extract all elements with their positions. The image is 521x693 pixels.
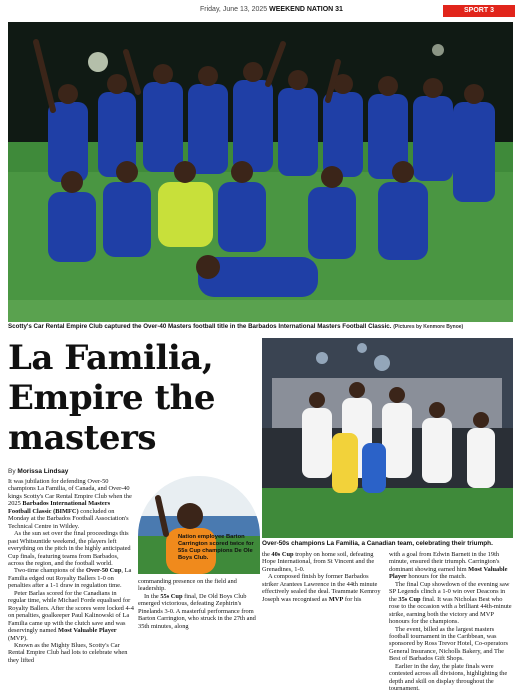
- portrait-caption: Nation employee Barton Carrington scored twice for 55s Cup champions De Ole Boys Club.: [178, 534, 254, 561]
- text-run: trophy on home soil, defeating Hope International, from St Vincent and the Grenadines, 1-0.: [262, 551, 375, 573]
- article-paragraph: [8, 590, 134, 642]
- article-column-3: [262, 551, 384, 603]
- team-photo-caption: Scotty's Car Rental Empire Club captured the Over-40 Masters football title in the Barbados International Masters Football Classic. (Pictures by Kenmore Bynoe): [8, 323, 464, 330]
- article-paragraph: [262, 573, 384, 603]
- text-run: Earlier in the day, the plate finals were contested across all divisions, highlighting the depth and skill on display throughout the tournament.: [389, 662, 508, 693]
- text-run: Peter Barlas scored for the Canadians in regular time, while Michael Forde equalised for Royalty Ballers. After the scores were locked 4-4 on penalties, goalkeeper Paul Kalinowski of La Familia came up with the clutch save and was deservingly named: [8, 589, 134, 635]
- article-paragraph: [389, 551, 513, 581]
- text-run: commanding presence on the field and leadership.: [138, 578, 237, 593]
- bold-phrase: Most Valuable Player: [58, 627, 117, 635]
- headline-line-3: masters: [8, 418, 157, 458]
- text-run: honours for the match.: [406, 573, 467, 581]
- text-run: A composed finish by former Barbados striker Arantees Lawrence in the 44th minute effectively sealed the deal. Teammate Kemroy Joseph was recognised as: [262, 573, 381, 603]
- text-run: In the: [144, 592, 161, 600]
- text-run: It was jubilation for defending Over-50 champions La Familia, of Canada, and Over-40 kings Scotty's Car Rental Empire Club when the 2025: [8, 478, 132, 508]
- article-paragraph: [262, 551, 384, 573]
- article-headline: [8, 338, 258, 458]
- text-run: the: [262, 551, 272, 558]
- headline-line-1: La Familia,: [8, 338, 214, 378]
- article-paragraph: [8, 478, 134, 530]
- article-column-4: [389, 551, 513, 693]
- text-run: Two-time champions of the: [14, 567, 86, 575]
- article-paragraph: [389, 581, 513, 626]
- text-run: with a goal from Edwin Barnett in the 19th minute, ensured their triumph. Carrington's dominant showing earned him: [389, 551, 500, 573]
- bold-phrase: Barbados International Masters Football Classic (BIMFC): [8, 500, 111, 515]
- headline-line-2: Empire the: [8, 378, 216, 418]
- page-masthead: [0, 0, 521, 22]
- article-paragraph: [389, 626, 513, 663]
- publication-name: WEEKEND NATION 31: [269, 6, 343, 13]
- bold-phrase: 35s Cup: [398, 595, 421, 603]
- article-paragraph: [138, 593, 260, 630]
- article-column-2: [138, 578, 260, 630]
- photo-credit: (Pictures by Kenmore Bynoe): [393, 324, 464, 330]
- bold-phrase: 55s Cup: [160, 592, 183, 600]
- text-run: final. It was Nicholas Best who rose to the occasion with a brilliant 44th-minute strike, earning both the victory and MVP honours for the champions.: [389, 595, 512, 626]
- team-photo-empire-club: [8, 22, 513, 322]
- bold-phrase: Most Valuable Player: [389, 565, 508, 581]
- text-run: concluded on Monday at the Barbados Football Association's Technical Centre in Wildey.: [8, 507, 129, 530]
- author-name: Morissa Lindsay: [17, 468, 69, 475]
- article-column-1: [8, 478, 134, 664]
- text-run: (MVP).: [8, 634, 28, 642]
- text-run: The event, billed as the largest masters football tournament in the Caribbean, was sponsored by Ross Trevor Hotel, Co-operators General Insurance, Nicholls Bakery, and The Best of Barbados Gift Shops.: [389, 625, 508, 663]
- byline: By Morissa Lindsay: [8, 468, 69, 475]
- text-run: final, De Old Boys Club emerged victorious, defeating Zephirin's Pinelands 3-0. A masterful performance from Barton Carrington, who struck in the 27th and 35th minutes, along: [138, 592, 256, 630]
- text-run: The final Cup showdown of the evening saw SP Legends clinch a 1-0 win over Deacons in the: [389, 580, 510, 603]
- bold-phrase: MVP: [328, 595, 344, 603]
- article-paragraph: [389, 663, 513, 693]
- bold-phrase: 40s Cup: [271, 551, 294, 558]
- celebration-photo-caption: Over-50s champions La Familia, a Canadian team, celebrating their triumph.: [262, 540, 493, 547]
- text-run: , La Familia edged out Royalty Ballers 1-0 on penalties after a 1-1 draw in regulation time.: [8, 567, 132, 590]
- issue-date: Friday, June 13, 2025 WEEKEND NATION 31: [200, 6, 343, 13]
- article-paragraph: [8, 642, 134, 664]
- section-badge: SPORT 3: [443, 5, 515, 17]
- la-familia-celebration-photo: [262, 338, 513, 538]
- text-run: As the sun set over the final proceedings this past Whitsuntide weekend, the players left everything on the pitch in the highly anticipated Cup finals, featuring teams from Barbados, across the region, and the football world.: [8, 530, 131, 567]
- bold-phrase: Over-50 Cup: [85, 567, 122, 575]
- article-paragraph: [138, 578, 260, 593]
- article-paragraph: [8, 567, 134, 589]
- article-paragraph: [8, 530, 134, 567]
- text-run: for his: [343, 595, 362, 603]
- text-run: Known as the Mighty Blues, Scotty's Car Rental Empire Club had lots to celebrate when they lifted: [8, 641, 128, 664]
